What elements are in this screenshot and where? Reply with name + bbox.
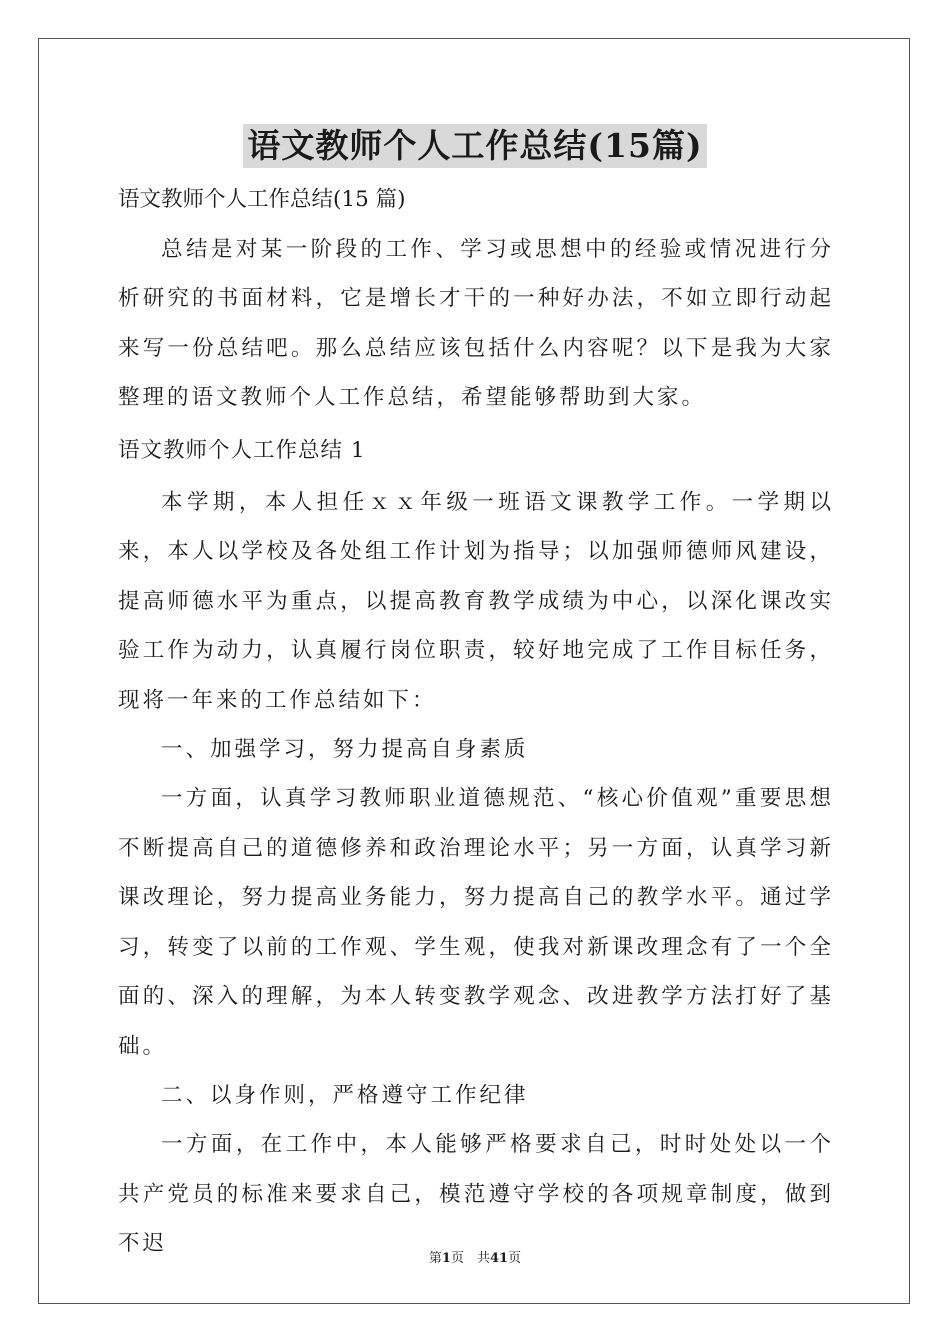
paragraph-1: 本学期，本人担任ｘｘ年级一班语文课教学工作。一学期以来，本人以学校及各处组工作计划为指导；以加强师德师风建设，提高师德水平为重点，以提高教育教学成绩为中心，以深化课改实验工作为动力，认真履行岗位职责，较好地完成了工作目标任务，现将一年来的工作总结如下： xyxy=(118,490,834,713)
footer-prefix: 第 xyxy=(428,1251,442,1266)
footer-mid: 页 共 xyxy=(450,1251,490,1266)
paragraph-2: 一方面，认真学习教师职业道德规范、“核心价值观”重要思想不断提高自己的道德修养和政治理论水平；另一方面，认真学习新课改理论，努力提高业务能力，努力提高自己的教学水平。通过学习，转变了以前的工作观、学生观，使我对新课改理念有了一个全面的、深入的理解，为本人转变教学观念、改进教学方法打好了基础。 xyxy=(118,786,834,1059)
intro-paragraph: 总结是对某一阶段的工作、学习或思想中的经验或情况进行分析研究的书面材料，它是增长才干的一种好办法，不如立即行动起来写一份总结吧。那么总结应该包括什么内容呢？以下是我为大家整理的语文教师个人工作总结，希望能够帮助到大家。 xyxy=(118,237,834,411)
subheading-2: 二、以身作则，严格遵守工作纪律 xyxy=(161,1082,529,1108)
footer-total-pages: 41 xyxy=(489,1251,509,1266)
document-body xyxy=(118,178,834,1269)
page-footer xyxy=(0,1247,950,1266)
section-heading: 语文教师个人工作总结 1 xyxy=(118,437,366,463)
footer-suffix: 页 xyxy=(508,1251,522,1266)
footer-page-number: 1 xyxy=(441,1251,451,1266)
paragraph-3: 一方面，在工作中，本人能够严格要求自己，时时处处以一个共产党员的标准来要求自己，模范遵守学校的各项规章制度，做到不迟 xyxy=(118,1132,834,1257)
subheading-1: 一、加强学习，努力提高自身素质 xyxy=(161,737,529,763)
document-subtitle: 语文教师个人工作总结(15 篇) xyxy=(118,187,406,212)
title-container xyxy=(0,124,950,168)
document-title: 语文教师个人工作总结(15篇) xyxy=(243,124,706,168)
